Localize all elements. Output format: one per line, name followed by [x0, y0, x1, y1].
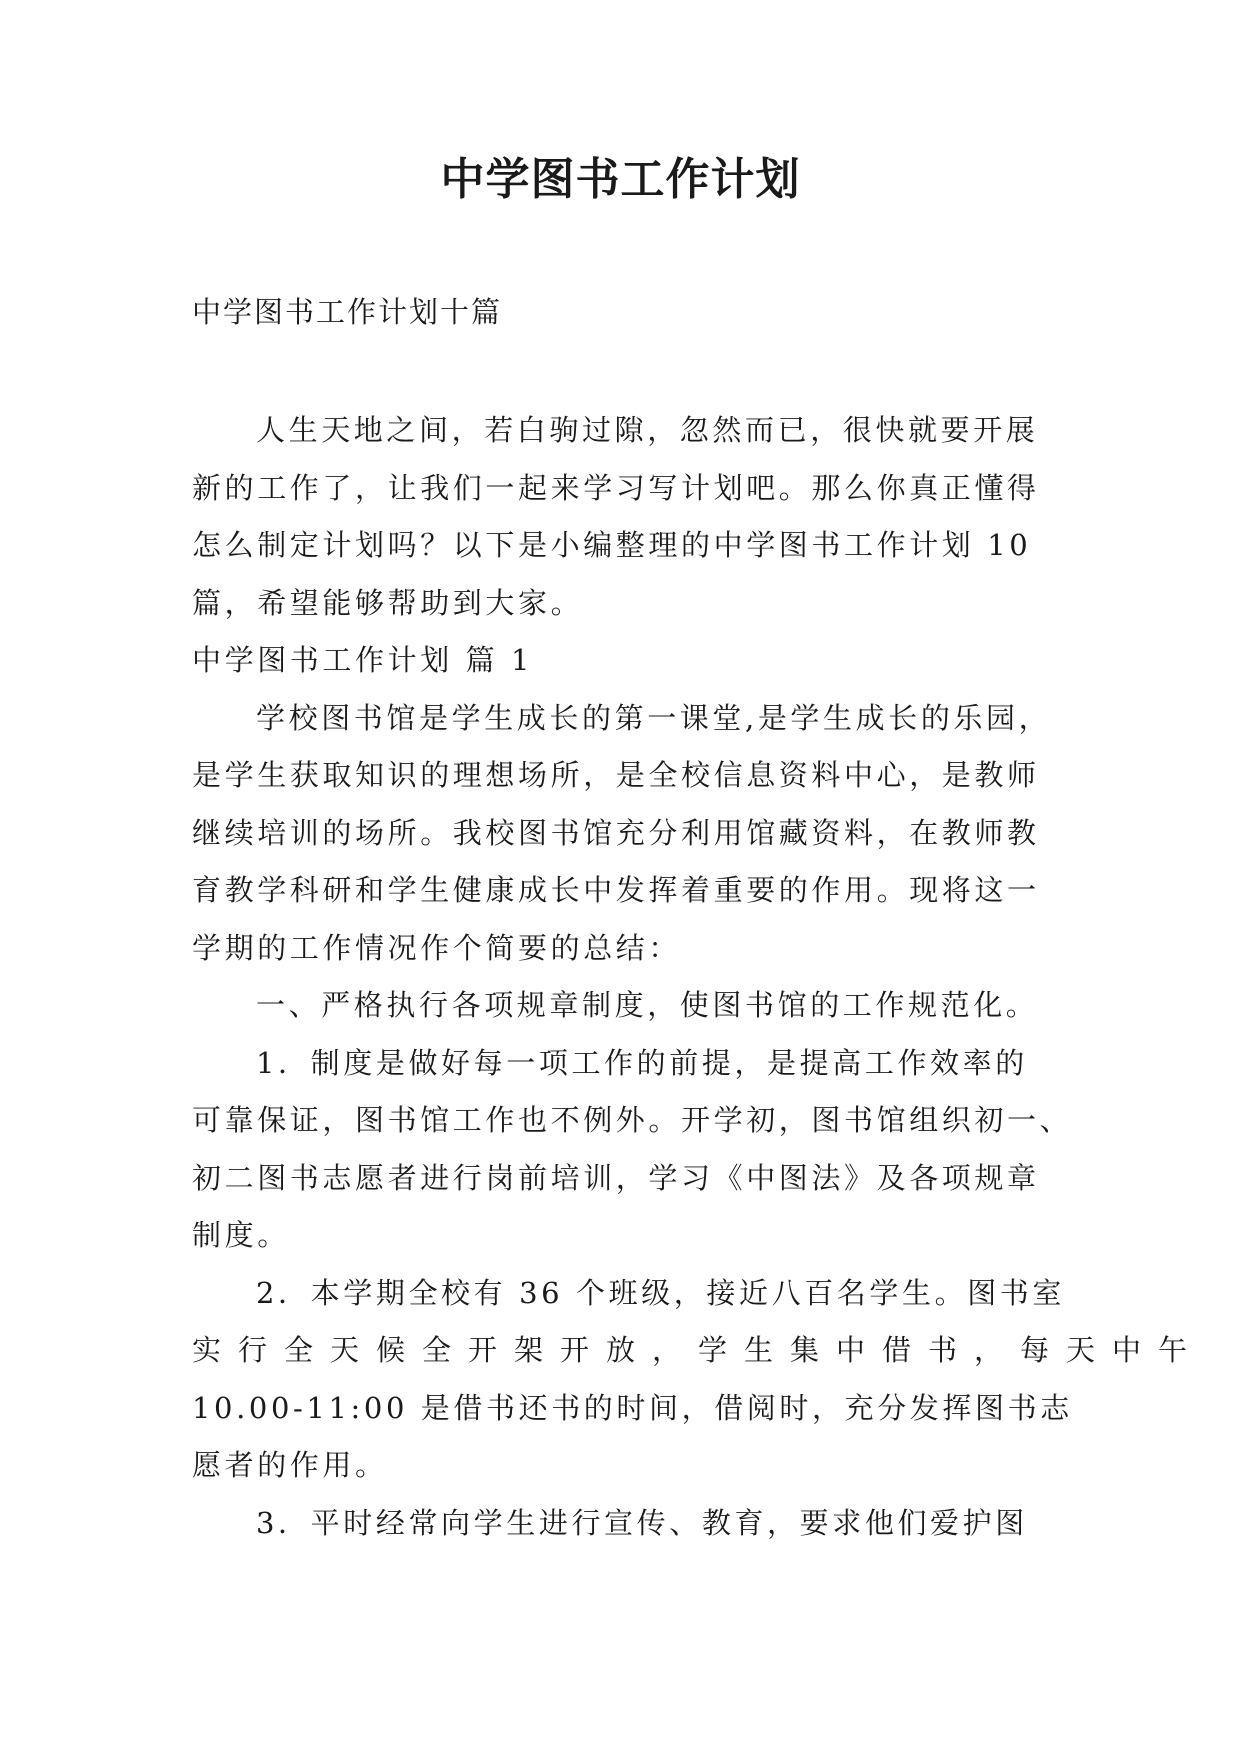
paragraph-line: 怎么制定计划吗？以下是小编整理的中学图书工作计划 10 — [192, 528, 1032, 562]
paragraph-line: 育教学科研和学生健康成长中发挥着重要的作用。现将这一 — [192, 873, 1040, 907]
paragraph-line: 1．制度是做好每一项工作的前提，是提高工作效率的 — [256, 1045, 1028, 1080]
paragraph-line: 学期的工作情况作个简要的总结： — [192, 930, 682, 965]
paragraph-line: 继续培训的场所。我校图书馆充分利用馆藏资料，在教师教 — [192, 815, 1040, 850]
document-title: 中学图书工作计划 — [440, 154, 801, 205]
paragraph-line: 10.00-11:00 是借书还书的时间，借阅时，充分发挥图书志 — [192, 1390, 1073, 1425]
paragraph-line: 制度。 — [192, 1218, 290, 1252]
document-body — [192, 402, 1205, 1552]
paragraph-line: 实行全天候全开架开放，学生集中借书，每天中午 — [192, 1333, 1205, 1367]
paragraph-line: 愿者的作用。 — [192, 1448, 388, 1482]
paragraph-line: 2．本学期全校有 36 个班级，接近八百名学生。图书室 — [256, 1275, 1065, 1310]
paragraph-line: 篇，希望能够帮助到大家。 — [192, 585, 584, 620]
document-subtitle: 中学图书工作计划十篇 — [192, 295, 503, 329]
paragraph-line: 新的工作了，让我们一起来学习写计划吧。那么你真正懂得 — [192, 470, 1040, 505]
paragraph-line: 3．平时经常向学生进行宣传、教育，要求他们爱护图 — [256, 1505, 1028, 1540]
paragraph-line: 是学生获取知识的理想场所，是全校信息资料中心，是教师 — [192, 758, 1040, 792]
paragraph-line: 学校图书馆是学生成长的第一课堂,是学生成长的乐园， — [256, 700, 1052, 735]
paragraph-line: 可靠保证，图书馆工作也不例外。开学初，图书馆组织初一、 — [192, 1103, 1073, 1137]
paragraph-line: 中学图书工作计划 篇 1 — [192, 643, 534, 677]
paragraph-line: 一、严格执行各项规章制度，使图书馆的工作规范化。 — [256, 988, 1039, 1022]
paragraph-line: 人生天地之间，若白驹过隙，忽然而已，很快就要开展 — [256, 413, 1039, 447]
paragraph-line: 初二图书志愿者进行岗前培训，学习《中图法》及各项规章 — [192, 1160, 1040, 1195]
